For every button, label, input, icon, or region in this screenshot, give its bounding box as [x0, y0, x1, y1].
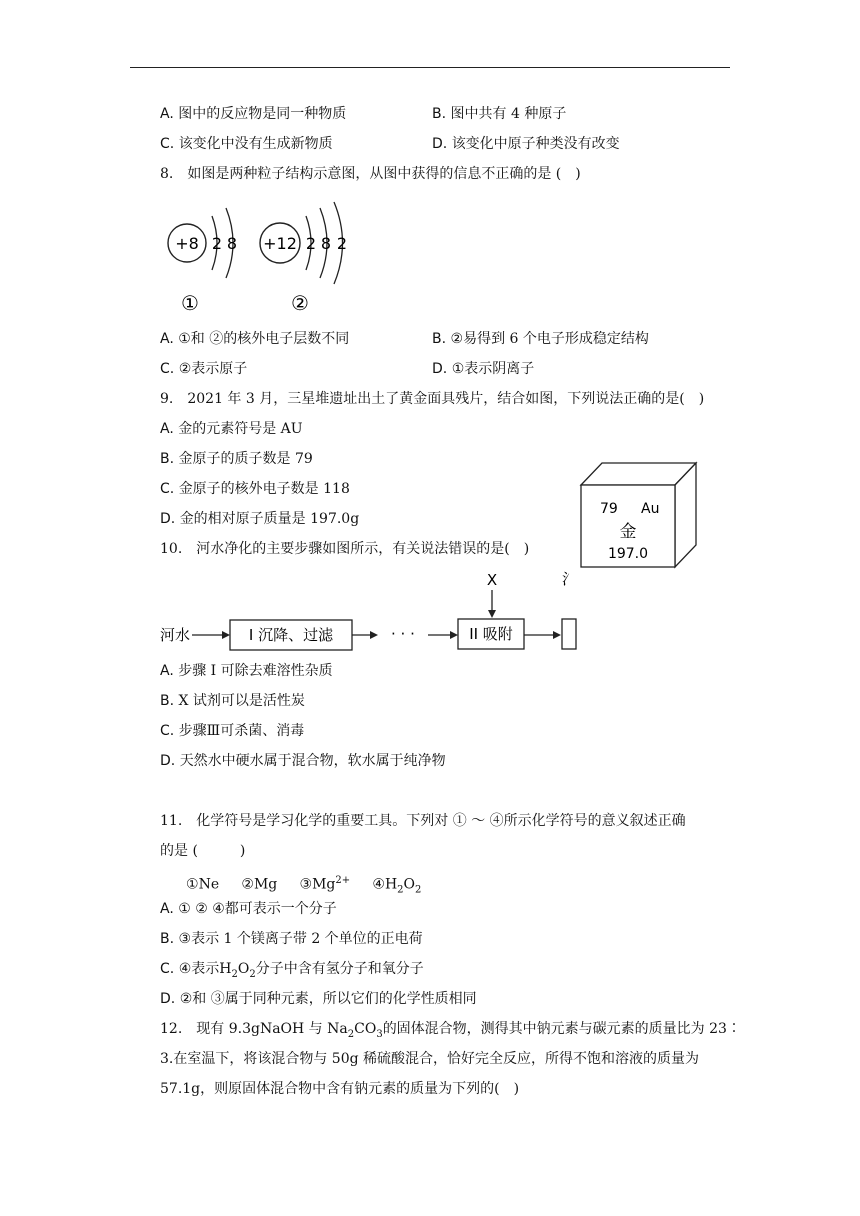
- option-letter: A.: [160, 421, 174, 437]
- gold-element-card: [580, 462, 700, 570]
- shell-electrons-2-3: 2: [336, 234, 348, 253]
- q9-option-c[interactable]: [160, 479, 350, 499]
- option-text: ③表示 1 个镁离子带 2 个单位的正电荷: [178, 931, 423, 947]
- water-purification-diagram: [158, 568, 578, 658]
- q8-option-d[interactable]: [432, 359, 534, 379]
- q10-option-d[interactable]: [160, 751, 446, 771]
- q7-option-b[interactable]: [432, 104, 566, 124]
- formula-h: H: [219, 961, 232, 977]
- option-text: ①和 ②的核外电子层数不同: [178, 331, 350, 347]
- step2-label: II 吸附: [469, 625, 513, 643]
- symbol-mg: Mg: [253, 876, 278, 893]
- option-letter: C.: [160, 961, 175, 977]
- option-letter: A.: [160, 663, 174, 679]
- option-text-pre: ④表示: [178, 961, 220, 977]
- shell-electrons-2-1: 2: [305, 234, 317, 253]
- q11-option-b[interactable]: [160, 929, 423, 949]
- shell-electrons-2-2: 8: [320, 234, 332, 253]
- q12-line2: 3.在室温下，将该混合物与 50g 稀硫酸混合，恰好完全反应，所得不饱和溶液的质量为: [160, 1051, 700, 1067]
- option-letter: A.: [160, 106, 174, 122]
- step3-box-cut: [562, 619, 576, 649]
- q11-option-a[interactable]: [160, 899, 337, 919]
- particle-label-1: ①: [181, 291, 199, 315]
- option-text: ①表示阴离子: [451, 361, 535, 377]
- symbol-label-4: ④: [372, 876, 385, 893]
- option-text: 金原子的质子数是 79: [178, 451, 313, 467]
- q12-text-post: 的固体混合物，测得其中钠元素与碳元素的质量比为 23∶: [382, 1021, 741, 1037]
- q12-text-pre: 12. 现有 9.3gNaOH 与 Na: [160, 1021, 348, 1037]
- particle-label-2: ②: [291, 291, 309, 315]
- nucleus-charge-1: +8: [175, 234, 199, 253]
- q8-option-b[interactable]: [432, 329, 649, 349]
- header-rule: [130, 67, 730, 68]
- option-letter: A.: [160, 901, 174, 917]
- q7-option-d[interactable]: [432, 134, 620, 154]
- q7-option-a[interactable]: [160, 104, 346, 124]
- q9-option-a[interactable]: [160, 419, 303, 439]
- q10-option-a[interactable]: [160, 661, 333, 681]
- option-letter: B.: [160, 693, 175, 709]
- reagent-x-label: X: [486, 571, 498, 589]
- q10-option-c[interactable]: [160, 721, 304, 741]
- q12-sub2: 3: [376, 1028, 383, 1040]
- q8-option-c[interactable]: [160, 359, 247, 379]
- option-text: 图中共有 4 种原子: [450, 106, 567, 122]
- q8-option-a[interactable]: [160, 329, 349, 349]
- option-text-post: 分子中含有氢分子和氧分子: [255, 961, 424, 977]
- symbol-label-1: ①: [186, 876, 199, 893]
- symbol-h: H: [384, 876, 398, 893]
- option-letter: C.: [160, 723, 175, 739]
- option-letter: B.: [160, 451, 175, 467]
- q11-option-c[interactable]: [160, 959, 424, 985]
- option-text: 金原子的核外电子数是 118: [178, 481, 350, 497]
- symbol-label-2: ②: [241, 876, 254, 893]
- formula-o-sub: 2: [249, 968, 256, 980]
- q9-option-d[interactable]: [160, 509, 359, 529]
- symbol-mg-ion: Mg: [312, 876, 336, 893]
- q12-text-mid: CO: [354, 1021, 377, 1037]
- option-text: 步骤Ⅲ可杀菌、消毒: [178, 723, 305, 739]
- step1-label: I 沉降、过滤: [248, 626, 334, 644]
- formula-o: O: [237, 961, 250, 977]
- formula-h-sub: 2: [231, 968, 238, 980]
- option-text: 金的相对原子质量是 197.0g: [179, 511, 360, 527]
- option-text: ②易得到 6 个电子形成稳定结构: [450, 331, 649, 347]
- symbol-ne: Ne: [198, 876, 220, 893]
- element-name: 金: [619, 522, 637, 542]
- symbol-o: O: [403, 876, 416, 893]
- option-letter: D.: [432, 361, 448, 377]
- river-water-label: 河水: [160, 626, 191, 644]
- option-letter: B.: [432, 331, 447, 347]
- q9-stem: 9. 2021 年 3 月，三星堆遗址出土了黄金面具残片，结合如图，下列说法正确的是( ): [160, 391, 705, 407]
- nucleus-charge-2: +12: [263, 234, 297, 253]
- q12-sub1: 2: [347, 1028, 355, 1040]
- option-text: 天然水中硬水属于混合物，软水属于纯净物: [179, 753, 446, 769]
- option-letter: B.: [432, 106, 447, 122]
- symbol-label-3: ③: [299, 876, 313, 893]
- option-text: ②和 ③属于同种元素，所以它们的化学性质相同: [179, 991, 477, 1007]
- q11-stem-line2: 的是 ( ): [160, 843, 246, 859]
- option-letter: D.: [160, 511, 176, 527]
- option-text: 该变化中原子种类没有改变: [451, 136, 620, 152]
- atomic-number: 79: [600, 501, 618, 517]
- option-letter: D.: [160, 753, 176, 769]
- option-text: X 试剂可以是活性炭: [178, 693, 305, 709]
- symbol-h-sub: 2: [397, 884, 404, 896]
- option-letter: D.: [160, 991, 176, 1007]
- symbol-mg-ion-charge: 2+: [335, 875, 351, 886]
- option-text: 步骤 I 可除去难溶性杂质: [178, 663, 333, 679]
- atomic-mass: 197.0: [607, 546, 649, 562]
- option-letter: B.: [160, 931, 175, 947]
- shell-electrons-1-1: 2: [211, 234, 223, 253]
- q9-option-b[interactable]: [160, 449, 313, 469]
- option-text: ① ② ④都可表示一个分子: [178, 901, 337, 917]
- cut-top-label: 氵: [562, 570, 578, 588]
- particle-structure-diagram: [160, 198, 420, 320]
- q10-option-b[interactable]: [160, 691, 305, 711]
- option-text: 该变化中没有生成新物质: [178, 136, 333, 152]
- shell-electrons-1-2: 8: [226, 234, 238, 253]
- q11-symbols: [186, 871, 421, 900]
- symbol-o-sub: 2: [415, 884, 422, 896]
- option-letter: C.: [160, 481, 175, 497]
- q12-line3: 57.1g，则原固体混合物中含有钠元素的质量为下列的( ): [160, 1081, 520, 1097]
- option-text: ②表示原子: [178, 361, 248, 377]
- element-symbol: Au: [641, 501, 660, 517]
- option-letter: D.: [432, 136, 448, 152]
- q11-stem-line1: 11. 化学符号是学习化学的重要工具。下列对 ① ～ ④所示化学符号的意义叙述正确: [160, 813, 686, 829]
- ellipsis-dots: · · ·: [391, 625, 415, 643]
- option-text: 金的元素符号是 AU: [178, 421, 303, 437]
- option-letter: A.: [160, 331, 174, 347]
- q12-line1: [160, 1019, 741, 1045]
- q8-stem: 8. 如图是两种粒子结构示意图，从图中获得的信息不正确的是 ( ): [160, 166, 581, 182]
- option-text: 图中的反应物是同一种物质: [178, 106, 347, 122]
- q11-option-d[interactable]: [160, 989, 477, 1009]
- option-letter: C.: [160, 136, 175, 152]
- option-letter: C.: [160, 361, 175, 377]
- q10-stem: 10. 河水净化的主要步骤如图所示，有关说法错误的是( ): [160, 541, 530, 557]
- q7-option-c[interactable]: [160, 134, 333, 154]
